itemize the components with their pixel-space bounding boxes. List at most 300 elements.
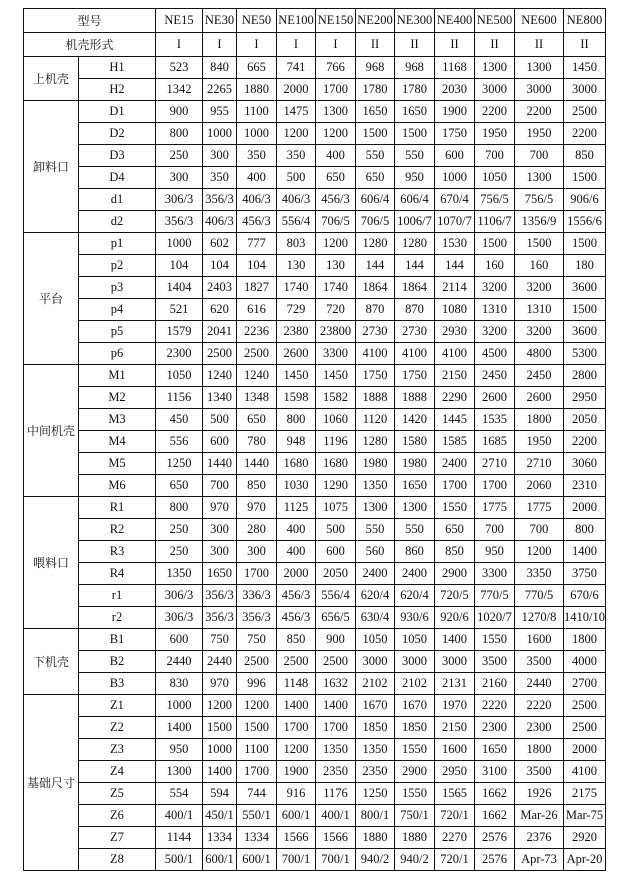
model-header-cell: NE800 [564, 9, 606, 33]
value-cell: 777 [237, 233, 277, 255]
value-cell: 3000 [435, 651, 475, 673]
value-cell: 2220 [475, 695, 515, 717]
value-cell: 770/5 [515, 585, 564, 607]
value-cell: 400 [277, 541, 316, 563]
value-cell: 2050 [316, 563, 356, 585]
value-cell: 650 [356, 167, 395, 189]
dimension-code: D1 [79, 101, 156, 123]
value-cell: 3000 [395, 651, 435, 673]
model-header-cell: NE15 [156, 9, 203, 33]
value-cell: 1300 [515, 167, 564, 189]
value-cell: 1662 [475, 783, 515, 805]
value-cell: 250 [156, 541, 203, 563]
table-row [24, 167, 606, 189]
housing-type-row [24, 33, 606, 57]
dimension-code: Z1 [79, 695, 156, 717]
value-cell: 750/1 [395, 805, 435, 827]
table-row [24, 233, 606, 255]
value-cell: 656/5 [316, 607, 356, 629]
value-cell: 2500 [203, 343, 237, 365]
value-cell: 1000 [203, 123, 237, 145]
value-cell: 1176 [316, 783, 356, 805]
value-cell: 1535 [475, 409, 515, 431]
dimension-code: B2 [79, 651, 156, 673]
value-cell: 3300 [475, 563, 515, 585]
dimension-code: p5 [79, 321, 156, 343]
value-cell: 1950 [515, 123, 564, 145]
value-cell: 1880 [237, 79, 277, 101]
value-cell: 700 [475, 145, 515, 167]
model-header-cell: NE500 [475, 9, 515, 33]
table-row [24, 695, 606, 717]
value-cell: 1300 [515, 57, 564, 79]
value-cell: 1280 [395, 233, 435, 255]
value-cell: 1500 [515, 233, 564, 255]
value-cell: 1240 [203, 365, 237, 387]
dimension-code: R1 [79, 497, 156, 519]
value-cell: 1556/6 [564, 211, 606, 233]
value-cell: 1864 [395, 277, 435, 299]
value-cell: 2576 [475, 827, 515, 849]
value-cell: 1106/7 [475, 211, 515, 233]
value-cell: 1500 [564, 233, 606, 255]
value-cell: 2200 [515, 101, 564, 123]
table-row [24, 277, 606, 299]
dimension-code: M2 [79, 387, 156, 409]
value-cell: 4100 [356, 343, 395, 365]
value-cell: 2730 [395, 321, 435, 343]
table-row [24, 321, 606, 343]
table-row [24, 673, 606, 695]
value-cell: 1075 [316, 497, 356, 519]
value-cell: 556/4 [316, 585, 356, 607]
value-cell: 4100 [395, 343, 435, 365]
housing-type-cell: II [435, 33, 475, 57]
dimension-code: H1 [79, 57, 156, 79]
value-cell: 950 [156, 739, 203, 761]
value-cell: 800 [277, 409, 316, 431]
value-cell: 2440 [203, 651, 237, 673]
value-cell: 500/1 [156, 849, 203, 871]
value-cell: 2400 [435, 453, 475, 475]
value-cell: 250 [156, 145, 203, 167]
value-cell: 550/1 [237, 805, 277, 827]
value-cell: 1250 [356, 783, 395, 805]
value-cell: 1348 [237, 387, 277, 409]
value-cell: 1650 [203, 563, 237, 585]
value-cell: 1775 [475, 497, 515, 519]
value-cell: 356/3 [203, 585, 237, 607]
dimension-code: p2 [79, 255, 156, 277]
table-row [24, 475, 606, 497]
value-cell: 1310 [475, 299, 515, 321]
value-cell: 1670 [395, 695, 435, 717]
value-cell: 650 [156, 475, 203, 497]
value-cell: 1700 [277, 717, 316, 739]
value-cell: 756/5 [515, 189, 564, 211]
value-cell: 870 [395, 299, 435, 321]
value-cell: 594 [203, 783, 237, 805]
value-cell: 850 [564, 145, 606, 167]
value-cell: 2150 [435, 717, 475, 739]
dimension-code: Z2 [79, 717, 156, 739]
value-cell: 2000 [564, 497, 606, 519]
value-cell: 620 [203, 299, 237, 321]
table-row [24, 365, 606, 387]
value-cell: 550 [356, 145, 395, 167]
value-cell: 1400 [564, 541, 606, 563]
value-cell: 1144 [156, 827, 203, 849]
value-cell: 2600 [475, 387, 515, 409]
value-cell: 600/1 [277, 805, 316, 827]
housing-type-cell: I [156, 33, 203, 57]
housing-type-cell: II [356, 33, 395, 57]
dimension-code: M4 [79, 431, 156, 453]
value-cell: 2403 [203, 277, 237, 299]
value-cell: 970 [203, 673, 237, 695]
value-cell: Mar-75 [564, 805, 606, 827]
value-cell: 104 [237, 255, 277, 277]
value-cell: 500 [203, 409, 237, 431]
value-cell: 1530 [435, 233, 475, 255]
value-cell: 2500 [564, 695, 606, 717]
value-cell: 1350 [356, 739, 395, 761]
value-cell: 1240 [237, 365, 277, 387]
dimension-code: r2 [79, 607, 156, 629]
value-cell: 1827 [237, 277, 277, 299]
value-cell: 2050 [564, 409, 606, 431]
value-cell: 1356/9 [515, 211, 564, 233]
value-cell: 1334 [237, 827, 277, 849]
value-cell: 1888 [356, 387, 395, 409]
value-cell: 729 [277, 299, 316, 321]
value-cell: 1850 [356, 717, 395, 739]
value-cell: 1700 [316, 79, 356, 101]
dimension-code: M1 [79, 365, 156, 387]
value-cell: 144 [395, 255, 435, 277]
dimension-code: Z8 [79, 849, 156, 871]
value-cell: 616 [237, 299, 277, 321]
table-row [24, 805, 606, 827]
dimension-code: Z4 [79, 761, 156, 783]
value-cell: 700 [475, 519, 515, 541]
value-cell: 2440 [515, 673, 564, 695]
value-cell: 3000 [515, 79, 564, 101]
table-row [24, 211, 606, 233]
value-cell: 2060 [515, 475, 564, 497]
value-cell: 606/4 [395, 189, 435, 211]
value-cell: 600/1 [203, 849, 237, 871]
dimension-code: D2 [79, 123, 156, 145]
dimension-code: D3 [79, 145, 156, 167]
value-cell: 665 [237, 57, 277, 79]
value-cell: 1000 [435, 167, 475, 189]
value-cell: 1030 [277, 475, 316, 497]
value-cell: 766 [316, 57, 356, 79]
value-cell: 1200 [316, 123, 356, 145]
value-cell: Mar-26 [515, 805, 564, 827]
value-cell: 1680 [277, 453, 316, 475]
value-cell: 1800 [515, 739, 564, 761]
value-cell: 1080 [435, 299, 475, 321]
value-cell: 1980 [356, 453, 395, 475]
dimension-code: H2 [79, 79, 156, 101]
value-cell: 550 [356, 519, 395, 541]
dimension-code: p6 [79, 343, 156, 365]
value-cell: 400 [277, 519, 316, 541]
value-cell: 1950 [475, 123, 515, 145]
value-cell: 2930 [435, 321, 475, 343]
value-cell: 456/3 [277, 585, 316, 607]
value-cell: 600 [435, 145, 475, 167]
value-cell: 104 [156, 255, 203, 277]
value-cell: 356/3 [203, 189, 237, 211]
value-cell: 650 [435, 519, 475, 541]
value-cell: 500 [316, 519, 356, 541]
table-row [24, 101, 606, 123]
value-cell: 2300 [475, 717, 515, 739]
value-cell: 306/3 [156, 607, 203, 629]
value-cell: 2440 [156, 651, 203, 673]
value-cell: 2175 [564, 783, 606, 805]
value-cell: 1926 [515, 783, 564, 805]
value-cell: 1200 [316, 233, 356, 255]
value-cell: 1970 [435, 695, 475, 717]
value-cell: 4100 [435, 343, 475, 365]
dimension-spec-table [23, 8, 606, 871]
value-cell: 400 [237, 167, 277, 189]
value-cell: 1300 [475, 57, 515, 79]
value-cell: 1880 [395, 827, 435, 849]
value-cell: 2131 [435, 673, 475, 695]
value-cell: 2350 [356, 761, 395, 783]
value-cell: 2700 [564, 673, 606, 695]
value-cell: 1050 [356, 629, 395, 651]
value-cell: 1020/7 [475, 607, 515, 629]
table-row [24, 607, 606, 629]
value-cell: 280 [237, 519, 277, 541]
model-header-cell: NE150 [316, 9, 356, 33]
table-row [24, 57, 606, 79]
value-cell: 600 [316, 541, 356, 563]
value-cell: 1600 [515, 629, 564, 651]
value-cell: 1500 [356, 123, 395, 145]
value-cell: 3500 [515, 761, 564, 783]
model-label: 型号 [24, 9, 156, 33]
value-cell: 950 [475, 541, 515, 563]
value-cell: 650 [237, 409, 277, 431]
value-cell: 3350 [515, 563, 564, 585]
value-cell: 2160 [475, 673, 515, 695]
dimension-code: d2 [79, 211, 156, 233]
value-cell: 336/3 [237, 585, 277, 607]
dimension-code: M6 [79, 475, 156, 497]
value-cell: 1500 [564, 299, 606, 321]
value-cell: 1290 [316, 475, 356, 497]
value-cell: 1000 [237, 123, 277, 145]
value-cell: 3300 [316, 343, 356, 365]
value-cell: 4100 [564, 761, 606, 783]
value-cell: 670/6 [564, 585, 606, 607]
value-cell: 1350 [356, 475, 395, 497]
value-cell: 2310 [564, 475, 606, 497]
value-cell: 1100 [237, 739, 277, 761]
value-cell: Apr-73 [515, 849, 564, 871]
value-cell: 968 [356, 57, 395, 79]
value-cell: 306/3 [156, 585, 203, 607]
value-cell: 1350 [156, 563, 203, 585]
value-cell: 1775 [515, 497, 564, 519]
value-cell: 800 [564, 519, 606, 541]
table-row [24, 717, 606, 739]
value-cell: 300 [156, 167, 203, 189]
value-cell: 1598 [277, 387, 316, 409]
table-row [24, 585, 606, 607]
dimension-code: R3 [79, 541, 156, 563]
value-cell: 521 [156, 299, 203, 321]
value-cell: 1475 [277, 101, 316, 123]
housing-type-cell: I [203, 33, 237, 57]
value-cell: 1740 [277, 277, 316, 299]
value-cell: 1632 [316, 673, 356, 695]
value-cell: 3100 [475, 761, 515, 783]
value-cell: 2920 [564, 827, 606, 849]
value-cell: 1800 [564, 629, 606, 651]
value-cell: 1280 [356, 233, 395, 255]
table-row [24, 497, 606, 519]
value-cell: 450 [156, 409, 203, 431]
value-cell: 356/3 [237, 607, 277, 629]
value-cell: 1440 [237, 453, 277, 475]
value-cell: 900 [156, 101, 203, 123]
value-cell: 870 [356, 299, 395, 321]
value-cell: 906/6 [564, 189, 606, 211]
group-label: 卸料口 [24, 101, 79, 233]
value-cell: 1400 [435, 629, 475, 651]
value-cell: 700 [515, 519, 564, 541]
value-cell: 1440 [203, 453, 237, 475]
value-cell: 720 [316, 299, 356, 321]
value-cell: 350 [237, 145, 277, 167]
value-cell: 1565 [435, 783, 475, 805]
table-row [24, 827, 606, 849]
value-cell: 2710 [475, 453, 515, 475]
value-cell: 948 [277, 431, 316, 453]
value-cell: 3200 [475, 321, 515, 343]
value-cell: 706/5 [356, 211, 395, 233]
value-cell: 1400 [277, 695, 316, 717]
value-cell: 850 [435, 541, 475, 563]
table-row [24, 123, 606, 145]
table-row [24, 409, 606, 431]
value-cell: 1050 [475, 167, 515, 189]
value-cell: 2000 [277, 79, 316, 101]
value-cell: 600/1 [237, 849, 277, 871]
value-cell: 1156 [156, 387, 203, 409]
group-label: 上机壳 [24, 57, 79, 101]
value-cell: 606/4 [356, 189, 395, 211]
table-row [24, 453, 606, 475]
value-cell: 1780 [395, 79, 435, 101]
value-cell: 550 [395, 519, 435, 541]
value-cell: 2900 [435, 563, 475, 585]
value-cell: 2300 [156, 343, 203, 365]
housing-type-cell: I [277, 33, 316, 57]
table-row [24, 739, 606, 761]
value-cell: Apr-20 [564, 849, 606, 871]
table-row [24, 629, 606, 651]
value-cell: 1148 [277, 673, 316, 695]
value-cell: 1600 [435, 739, 475, 761]
group-label: 下机壳 [24, 629, 79, 695]
value-cell: 3600 [564, 277, 606, 299]
value-cell: 160 [475, 255, 515, 277]
value-cell: 1420 [395, 409, 435, 431]
value-cell: 756/5 [475, 189, 515, 211]
value-cell: 930/6 [395, 607, 435, 629]
value-cell: 600 [156, 629, 203, 651]
value-cell: 2500 [277, 651, 316, 673]
value-cell: 1980 [395, 453, 435, 475]
value-cell: 350 [203, 167, 237, 189]
value-cell: 1700 [435, 475, 475, 497]
value-cell: 556 [156, 431, 203, 453]
value-cell: 780 [237, 431, 277, 453]
value-cell: 1050 [156, 365, 203, 387]
value-cell: 400 [316, 145, 356, 167]
value-cell: 300 [203, 145, 237, 167]
value-cell: 400/1 [156, 805, 203, 827]
table-row [24, 387, 606, 409]
dimension-code: B3 [79, 673, 156, 695]
dimension-code: R4 [79, 563, 156, 585]
value-cell: 2600 [515, 387, 564, 409]
value-cell: 1500 [203, 717, 237, 739]
model-header-cell: NE600 [515, 9, 564, 33]
table-row [24, 849, 606, 871]
value-cell: 1582 [316, 387, 356, 409]
group-label: 平台 [24, 233, 79, 365]
value-cell: 800 [156, 123, 203, 145]
value-cell: 2290 [435, 387, 475, 409]
value-cell: 700 [515, 145, 564, 167]
table-row [24, 145, 606, 167]
dimension-code: r1 [79, 585, 156, 607]
value-cell: 3000 [475, 79, 515, 101]
value-cell: 1700 [316, 717, 356, 739]
value-cell: 1662 [475, 805, 515, 827]
value-cell: 406/3 [237, 189, 277, 211]
value-cell: 2000 [564, 739, 606, 761]
dimension-code: B1 [79, 629, 156, 651]
value-cell: 968 [395, 57, 435, 79]
group-label: 基础尺寸 [24, 695, 79, 871]
value-cell: 1685 [475, 431, 515, 453]
value-cell: 630/4 [356, 607, 395, 629]
value-cell: 1950 [515, 431, 564, 453]
value-cell: 3200 [515, 321, 564, 343]
value-cell: 1400 [203, 761, 237, 783]
value-cell: 3060 [564, 453, 606, 475]
value-cell: 1196 [316, 431, 356, 453]
value-cell: 1410/10 [564, 607, 606, 629]
value-cell: 720/1 [435, 849, 475, 871]
value-cell: 1168 [435, 57, 475, 79]
value-cell: 3600 [564, 321, 606, 343]
value-cell: 700/1 [316, 849, 356, 871]
value-cell: 750 [237, 629, 277, 651]
value-cell: 1750 [356, 365, 395, 387]
